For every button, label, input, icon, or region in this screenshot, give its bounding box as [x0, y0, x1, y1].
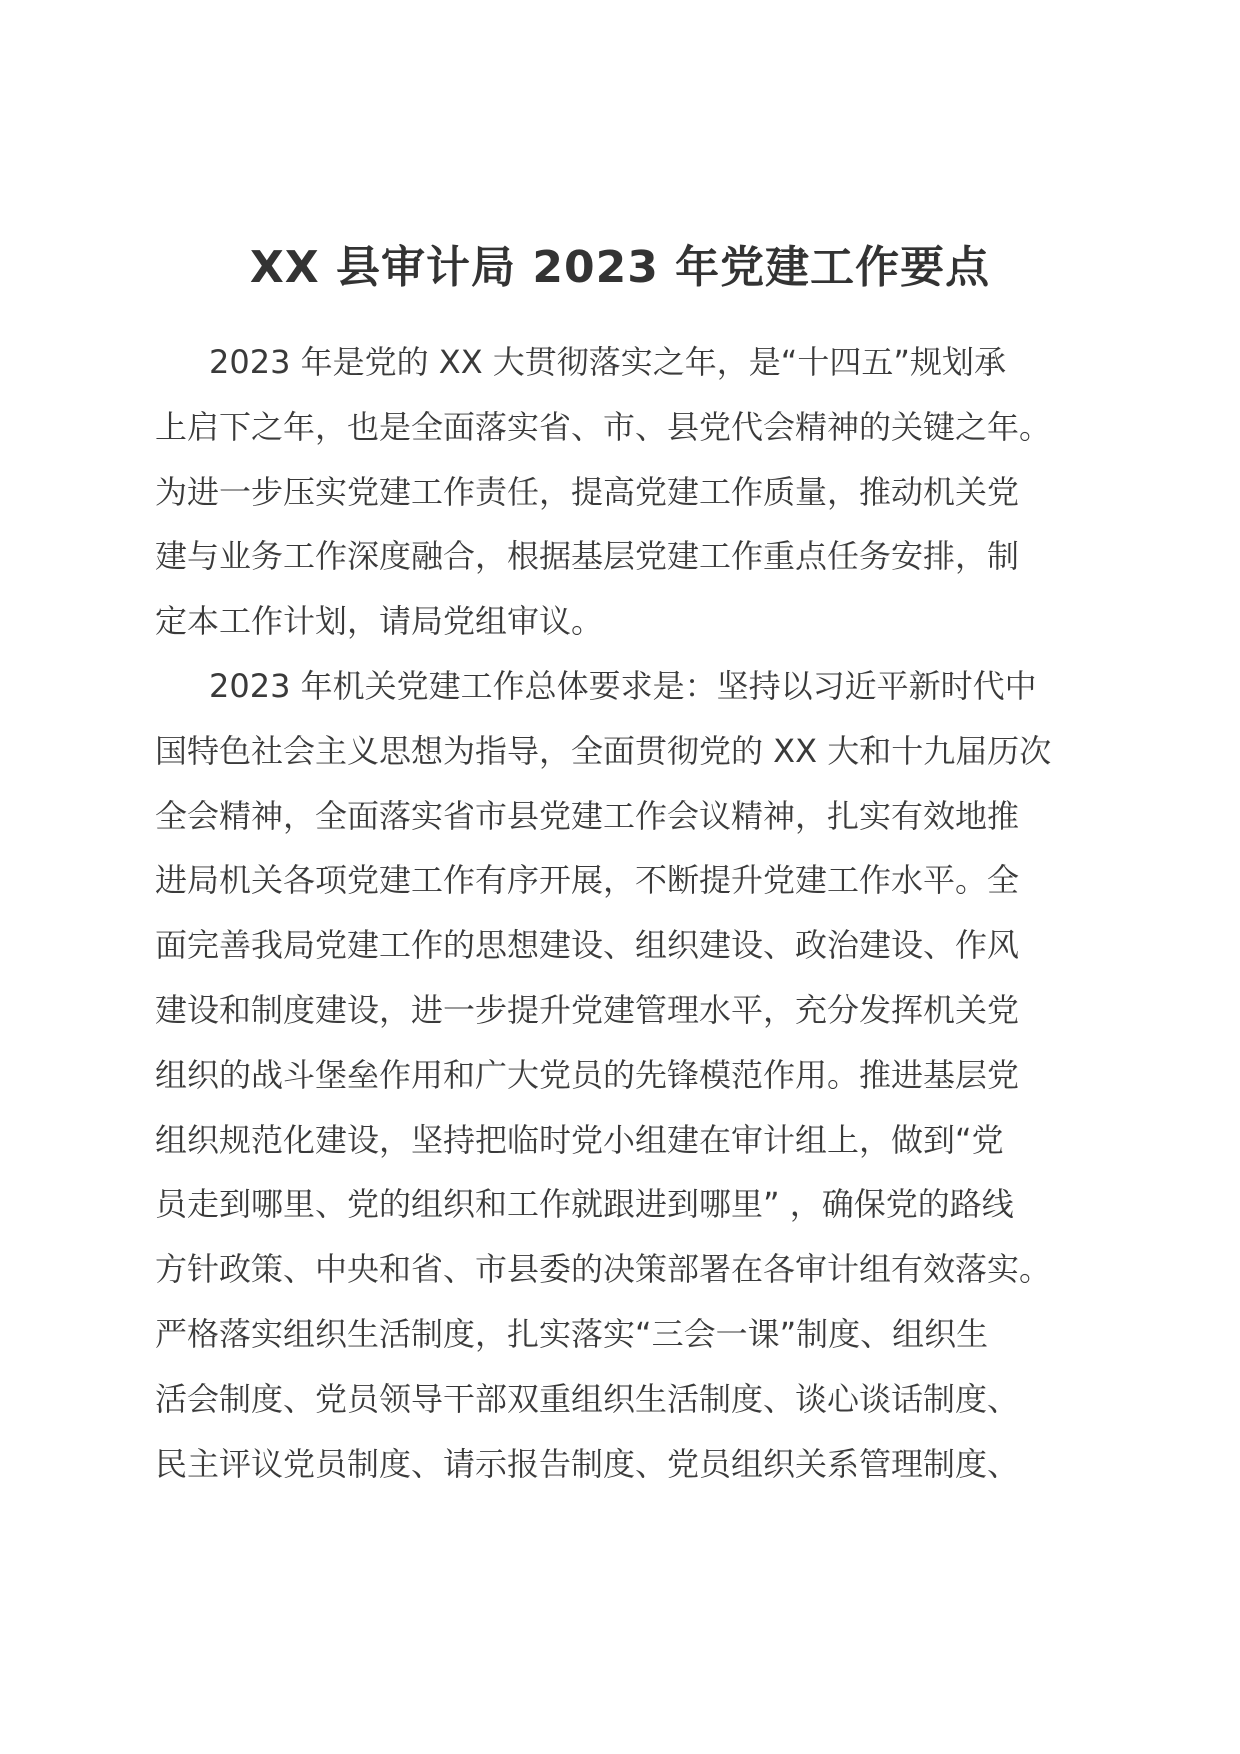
paragraph-line: 全会精神，全面落实省市县党建工作会议精神，扎实有效地推 — [155, 796, 1020, 835]
paragraph-line: 组织的战斗堡垒作用和广大党员的先锋模范作用。推进基层党 — [155, 1055, 1020, 1094]
paragraph-line: 2023 年是党的 XX 大贯彻落实之年，是“十四五”规划承 — [209, 343, 1006, 381]
paragraph-line: 民主评议党员制度、请示报告制度、党员组织关系管理制度、 — [155, 1444, 1020, 1483]
paragraph-line: 组织规范化建设，坚持把临时党小组建在审计组上，做到“党 — [155, 1120, 1004, 1159]
paragraph-line: 定本工作计划，请局党组审议。 — [155, 602, 604, 641]
paragraph-2 — [155, 654, 1090, 1496]
document-title: XX 县审计局 2023 年党建工作要点 — [249, 242, 991, 293]
paragraph-line: 建设和制度建设，进一步提升党建管理水平，充分发挥机关党 — [155, 990, 1020, 1029]
document-body — [155, 330, 1090, 1496]
paragraph-line: 活会制度、党员领导干部双重组织生活制度、谈心谈话制度、 — [155, 1379, 1020, 1418]
paragraph-line: 上启下之年，也是全面落实省、市、县党代会精神的关键之年。 — [155, 407, 1052, 446]
paragraph-line: 面完善我局党建工作的思想建设、组织建设、政治建设、作风 — [155, 926, 1020, 965]
paragraph-line: 国特色社会主义思想为指导，全面贯彻党的 XX 大和十九届历次 — [155, 731, 1052, 770]
paragraph-line: 为进一步压实党建工作责任，提高党建工作质量，推动机关党 — [155, 472, 1020, 511]
paragraph-line: 严格落实组织生活制度，扎实落实“三会一课”制度、组织生 — [155, 1314, 989, 1353]
paragraph-line: 进局机关各项党建工作有序开展，不断提升党建工作水平。全 — [155, 861, 1020, 900]
paragraph-line: 2023 年机关党建工作总体要求是：坚持以习近平新时代中 — [209, 666, 1037, 705]
paragraph-line: 建与业务工作深度融合，根据基层党建工作重点任务安排，制 — [155, 537, 1020, 576]
paragraph-line: 员走到哪里、党的组织和工作就跟进到哪里” ，确保党的路线 — [155, 1185, 1014, 1224]
paragraph-1 — [155, 330, 1090, 654]
paragraph-line: 方针政策、中央和省、市县委的决策部署在各审计组有效落实。 — [155, 1250, 1052, 1289]
